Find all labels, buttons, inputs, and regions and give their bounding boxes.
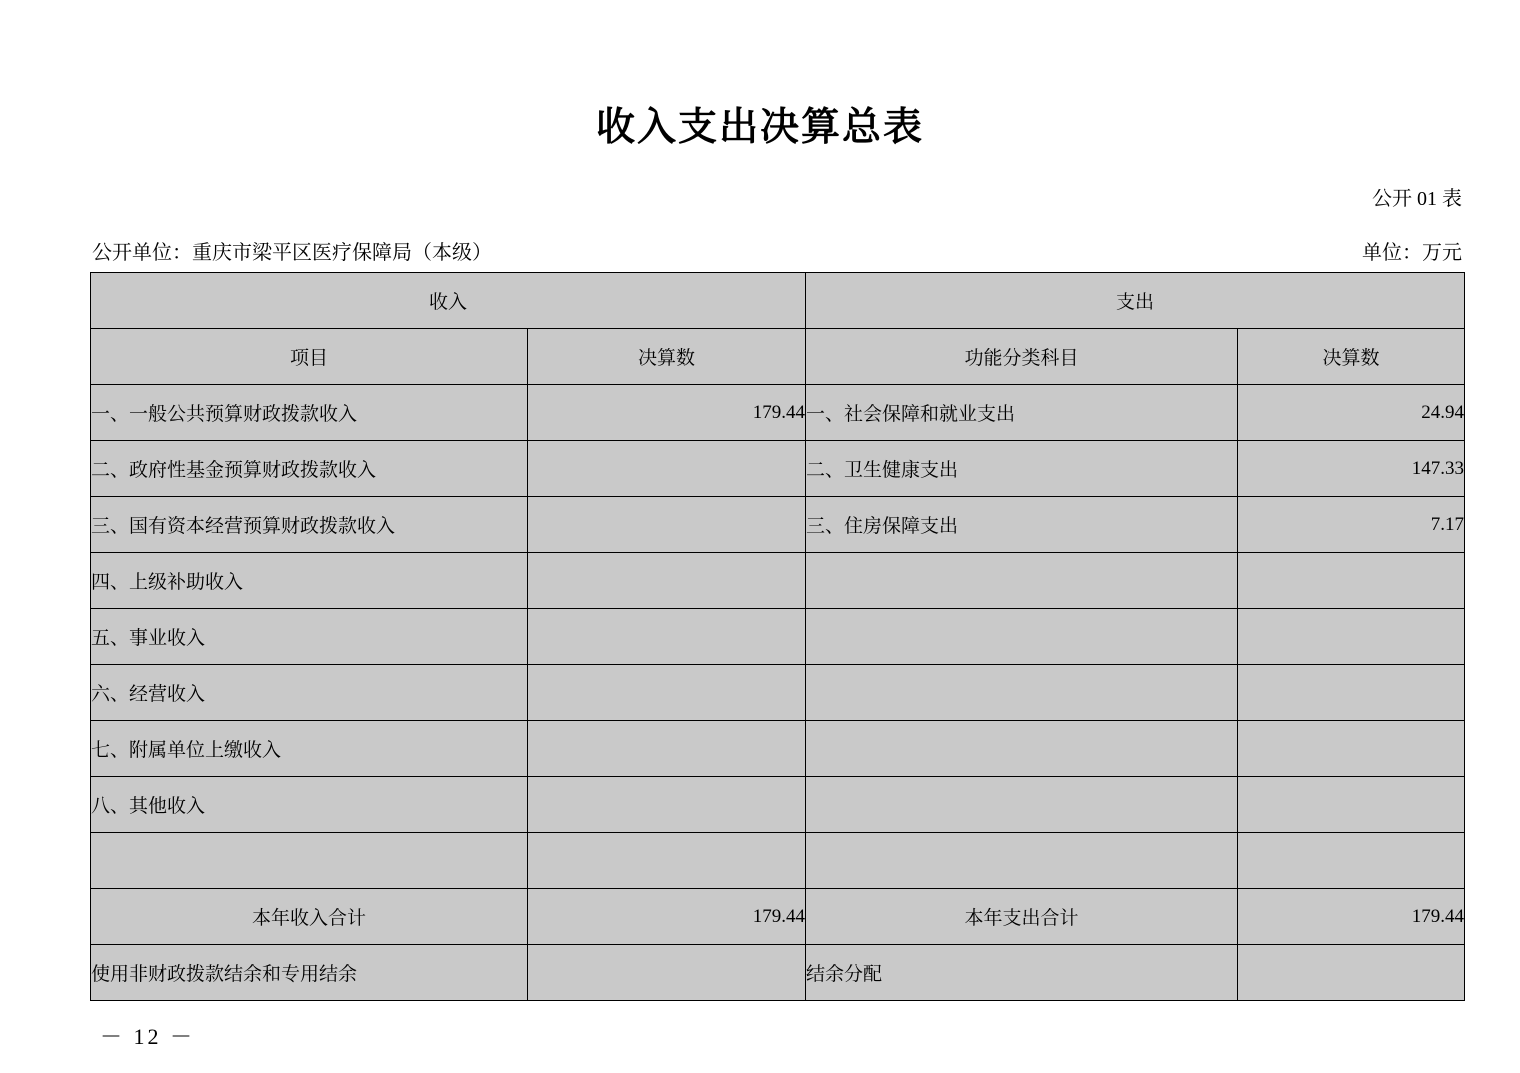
income-item-label: 二、政府性基金预算财政拨款收入 <box>91 441 528 497</box>
table-row <box>91 497 1465 553</box>
income-amount-value <box>528 497 806 553</box>
expense-amount-value <box>1238 609 1465 665</box>
income-item-label: 四、上级补助收入 <box>91 553 528 609</box>
income-amount-value <box>528 721 806 777</box>
table-row <box>91 721 1465 777</box>
income-amount-value <box>528 609 806 665</box>
expense-total-label: 本年支出合计 <box>806 889 1238 945</box>
income-item-label: 五、事业收入 <box>91 609 528 665</box>
expense-amount-value <box>1238 553 1465 609</box>
expense-item-label <box>806 553 1238 609</box>
expense-amount-value <box>1238 721 1465 777</box>
table-row <box>91 553 1465 609</box>
income-item-label: 六、经营收入 <box>91 665 528 721</box>
expense-amount-value: 24.94 <box>1238 385 1465 441</box>
income-item-label <box>91 833 528 889</box>
income-amount-value <box>528 777 806 833</box>
table-row <box>91 609 1465 665</box>
budget-table <box>90 272 1465 1001</box>
column-header-income-item: 项目 <box>91 329 528 385</box>
column-header-income-amount: 决算数 <box>528 329 806 385</box>
column-header-expense-item: 功能分类科目 <box>806 329 1238 385</box>
table-group-header-row <box>91 273 1465 329</box>
expense-item-label: 一、社会保障和就业支出 <box>806 385 1238 441</box>
table-footer-row <box>91 945 1465 1001</box>
expense-item-label <box>806 777 1238 833</box>
income-footer-value <box>528 945 806 1001</box>
expense-amount-value <box>1238 833 1465 889</box>
page-number: － 12 － <box>100 1024 196 1049</box>
expense-footer-label: 结余分配 <box>806 945 1238 1001</box>
table-row <box>91 385 1465 441</box>
income-item-label: 八、其他收入 <box>91 777 528 833</box>
expense-total-value: 179.44 <box>1238 889 1465 945</box>
group-header-income: 收入 <box>91 273 806 329</box>
expense-item-label <box>806 665 1238 721</box>
meta-row <box>92 236 1462 265</box>
publishing-unit-label: 公开单位：重庆市梁平区医疗保障局（本级） <box>92 242 492 264</box>
expense-item-label <box>806 721 1238 777</box>
income-amount-value: 179.44 <box>528 385 806 441</box>
expense-item-label: 三、住房保障支出 <box>806 497 1238 553</box>
expense-amount-value: 7.17 <box>1238 497 1465 553</box>
income-item-label: 三、国有资本经营预算财政拨款收入 <box>91 497 528 553</box>
expense-footer-value <box>1238 945 1465 1001</box>
income-amount-value <box>528 441 806 497</box>
table-column-header-row <box>91 329 1465 385</box>
currency-unit-label: 单位：万元 <box>1362 242 1462 264</box>
expense-amount-value <box>1238 777 1465 833</box>
income-total-label: 本年收入合计 <box>91 889 528 945</box>
group-header-expenditure: 支出 <box>806 273 1465 329</box>
expense-amount-value <box>1238 665 1465 721</box>
income-amount-value <box>528 665 806 721</box>
table-total-row <box>91 889 1465 945</box>
table-row <box>91 441 1465 497</box>
income-amount-value <box>528 553 806 609</box>
expense-item-label <box>806 833 1238 889</box>
table-row <box>91 833 1465 889</box>
expense-item-label: 二、卫生健康支出 <box>806 441 1238 497</box>
table-row <box>91 777 1465 833</box>
expense-item-label <box>806 609 1238 665</box>
column-header-expense-amount: 决算数 <box>1238 329 1465 385</box>
income-item-label: 七、附属单位上缴收入 <box>91 721 528 777</box>
income-amount-value <box>528 833 806 889</box>
form-number: 公开 01 表 <box>1372 188 1462 210</box>
income-item-label: 一、一般公共预算财政拨款收入 <box>91 385 528 441</box>
table-row <box>91 665 1465 721</box>
income-total-value: 179.44 <box>528 889 806 945</box>
page-title: 收入支出决算总表 <box>595 104 924 150</box>
income-footer-label: 使用非财政拨款结余和专用结余 <box>91 945 528 1001</box>
expense-amount-value: 147.33 <box>1238 441 1465 497</box>
